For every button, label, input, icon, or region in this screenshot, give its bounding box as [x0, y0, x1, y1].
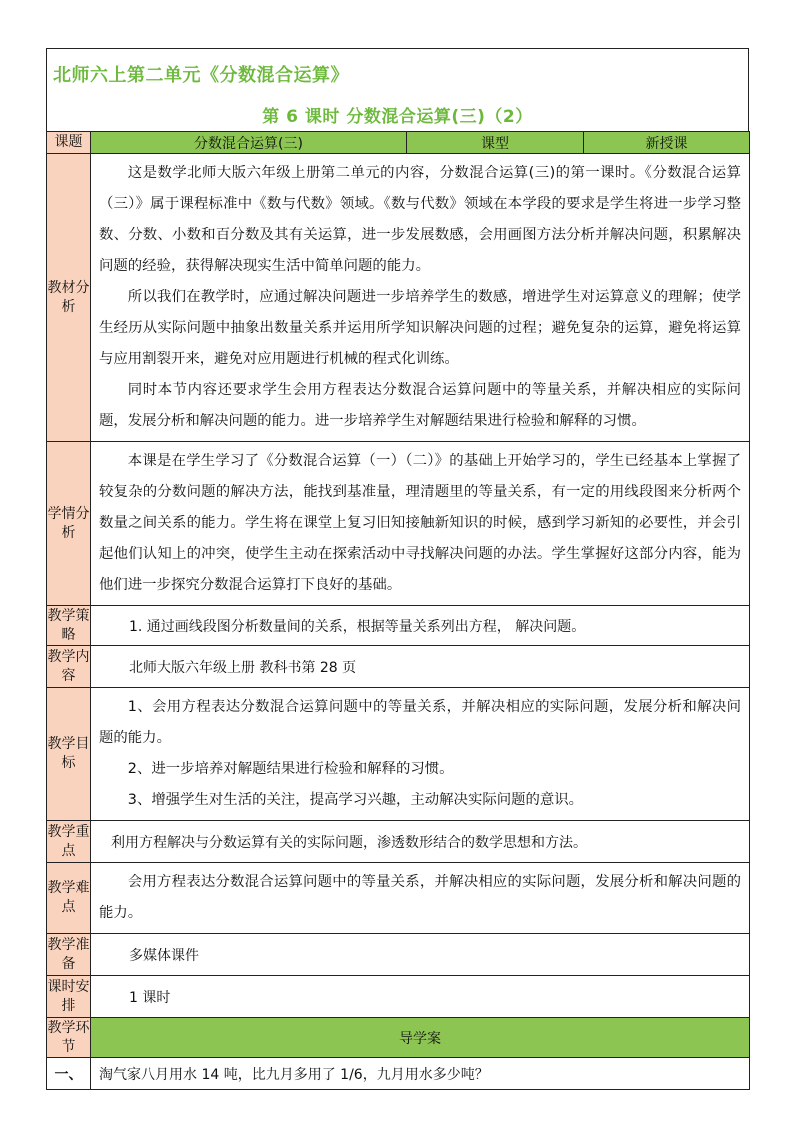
- info-row: [47, 132, 750, 154]
- procedure-row: [47, 1018, 750, 1058]
- key-points-label: 教学重点: [47, 821, 91, 863]
- student-analysis-label: 学情分析: [47, 442, 91, 606]
- step-one-text: 淘气家八月用水 14 吨，比九月多用了 1/6，九月用水多少吨？: [91, 1058, 750, 1090]
- lesson-plan-table: [46, 131, 750, 1090]
- step-one-label: 一、: [47, 1058, 91, 1090]
- difficulties-body: [91, 863, 750, 934]
- objective-item-2: 2、进一步培养对解题结果进行检验和解释的习惯。: [127, 761, 454, 777]
- strategy-label: 教学策略: [47, 606, 91, 646]
- type-label: 课型: [407, 132, 584, 154]
- strategy-text: 1. 通过画线段图分析数量间的关系，根据等量关系列出方程， 解决问题。: [91, 606, 750, 646]
- type-value: 新授课: [584, 132, 750, 154]
- procedure-text: 导学案: [91, 1018, 750, 1058]
- content-text: 北师大版六年级上册 教科书第 28 页: [91, 646, 750, 688]
- topic-value: 分数混合运算(三): [91, 132, 407, 154]
- series-title: 北师六上第二单元《分数混合运算》: [53, 65, 349, 86]
- content-label: 教学内容: [47, 646, 91, 688]
- preparation-row: [47, 934, 750, 976]
- objective-item-3: 3、增强学生对生活的关注，提高学习兴趣，主动解决实际问题的意识。: [127, 792, 584, 808]
- material-analysis-body: [91, 154, 750, 442]
- lesson-plan-sheet: [46, 48, 749, 1090]
- difficulties-text: 会用方程表达分数混合运算问题中的等量关系，并解决相应的实际问题，发展分析和解决问题的能力。: [99, 874, 741, 921]
- preparation-label: 教学准备: [47, 934, 91, 976]
- material-analysis-row: [47, 154, 750, 442]
- objectives-body: [91, 688, 750, 821]
- schedule-label: 课时安排: [47, 976, 91, 1018]
- procedure-label: 教学环节: [47, 1018, 91, 1058]
- difficulties-row: [47, 863, 750, 934]
- key-points-text: 利用方程解决与分数运算有关的实际问题，渗透数形结合的数学思想和方法。: [91, 821, 750, 863]
- schedule-text: 1 课时: [91, 976, 750, 1018]
- schedule-row: [47, 976, 750, 1018]
- preparation-text: 多媒体课件: [91, 934, 750, 976]
- objectives-row: [47, 688, 750, 821]
- difficulties-label: 教学难点: [47, 863, 91, 934]
- material-paragraph-2: 所以我们在教学时，应通过解决问题进一步培养学生的数感，增进学生对运算意义的理解；使学生经历从实际问题中抽象出数量关系并运用所学知识解决问题的过程；避免复杂的运算，避免将运算与应用割裂开来，避免对应用题进行机械的程式化训练。: [99, 289, 741, 367]
- content-row: [47, 646, 750, 688]
- student-paragraph-1: 本课是在学生学习了《分数混合运算（一）（二）》的基础上开始学习的，学生已经基本上掌握了较复杂的分数问题的解决方法，能找到基准量，理清题里的等量关系，有一定的用线段图来分析两个数量之间关系的能力。学生将在课堂上复习旧知接触新知识的时候，感到学习新知的必要性，并会引起他们认知上的冲突，使学生主动在探索活动中寻找解决问题的办法。学生掌握好这部分内容，能为他们进一步探究分数混合运算打下良好的基础。: [99, 453, 741, 593]
- material-paragraph-1: 这是数学北师大版六年级上册第二单元的内容，分数混合运算(三)的第一课时。《分数混合运算（三）》属于课程标准中《数与代数》领域。《数与代数》领域在本学段的要求是学生将进一步学习整数、分数、小数和百分数及其有关运算，进一步发展数感，会用画图方法分析并解决问题，积累解决问题的经验，获得解决现实生活中简单问题的能力。: [99, 165, 741, 274]
- lesson-title: 第 6 课时 分数混合运算(三)（2）: [262, 107, 533, 127]
- step-one-row: [47, 1058, 750, 1090]
- student-analysis-body: [91, 442, 750, 606]
- document-header: [46, 48, 749, 131]
- objectives-label: 教学目标: [47, 688, 91, 821]
- material-paragraph-3: 同时本节内容还要求学生会用方程表达分数混合运算问题中的等量关系，并解决相应的实际问题，发展分析和解决问题的能力。进一步培养学生对解题结果进行检验和解释的习惯。: [99, 382, 741, 429]
- student-analysis-row: [47, 442, 750, 606]
- strategy-row: [47, 606, 750, 646]
- material-analysis-label: 教材分析: [47, 154, 91, 442]
- objective-item-1: 1、会用方程表达分数混合运算问题中的等量关系，并解决相应的实际问题，发展分析和解决问题的能力。: [99, 699, 741, 746]
- topic-label: 课题: [47, 132, 91, 154]
- key-points-row: [47, 821, 750, 863]
